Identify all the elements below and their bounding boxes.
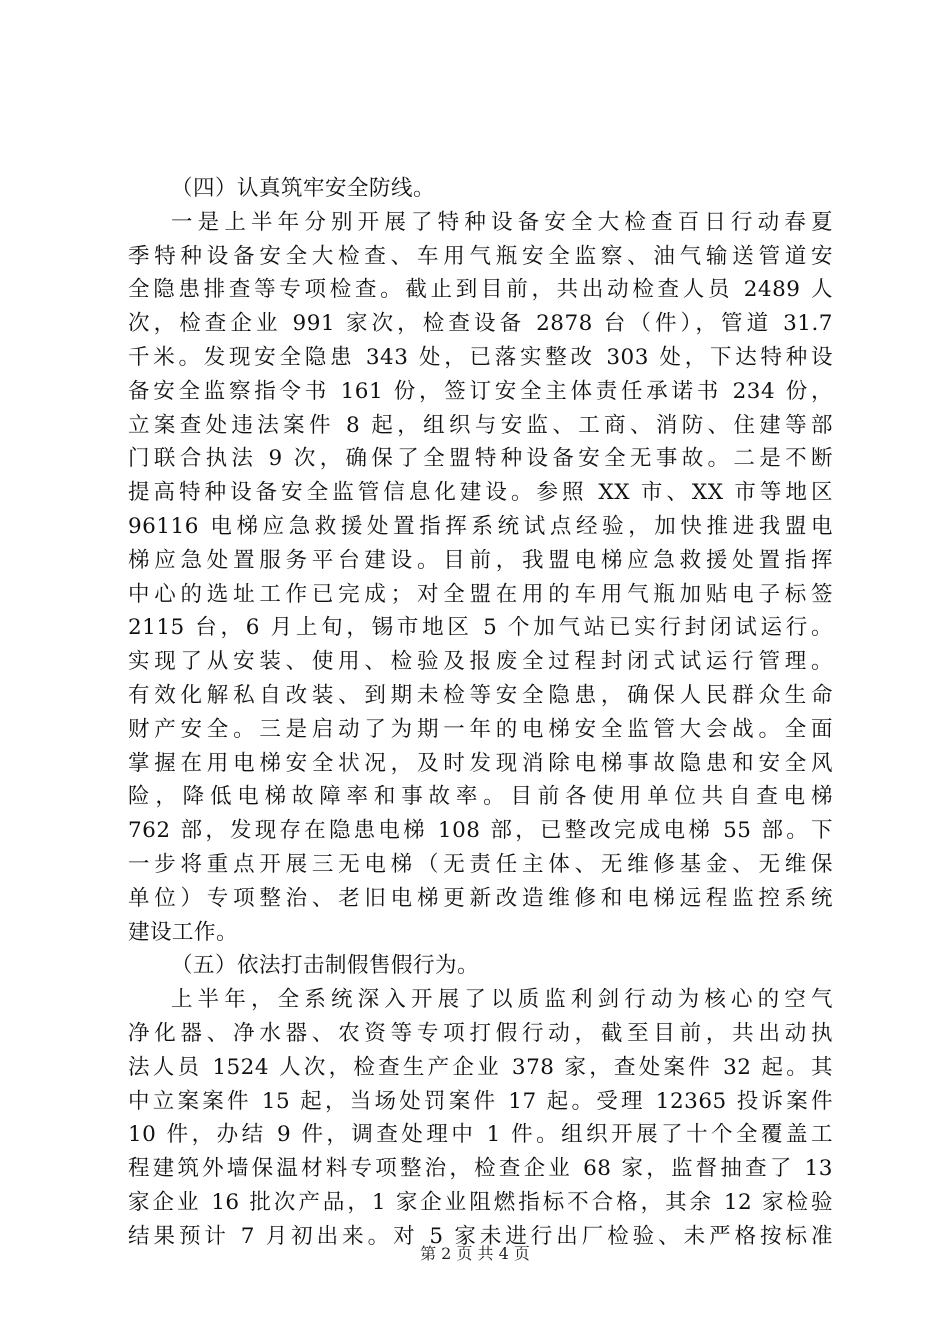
paragraph-line: 建设工作。: [128, 919, 239, 945]
paragraph-line: 门联合执法 9 次，确保了全盟特种设备安全无事故。二是不断: [128, 446, 833, 472]
page-footer: [0, 1244, 950, 1264]
paragraph-line: 提高特种设备安全监管信息化建设。参照 XX 市、XX 市等地区: [128, 480, 833, 506]
paragraph-line: 中心的选址工作已完成；对全盟在用的车用气瓶加贴电子标签: [128, 581, 833, 607]
paragraph-line: 762 部，发现存在隐患电梯 108 部，已整改完成电梯 55 部。下: [128, 818, 833, 844]
paragraph-line: 次，检查企业 991 家次，检查设备 2878 台（件），管道 31.7: [128, 311, 833, 337]
section-heading-4: （四）认真筑牢安全防线。: [171, 176, 436, 201]
paragraph-line: 一是上半年分别开展了特种设备安全大检查百日行动春夏: [171, 209, 833, 235]
paragraph-line: 立案查处违法案件 8 起，组织与安监、工商、消防、住建等部: [128, 412, 833, 438]
paragraph-line: 上半年，全系统深入开展了以质监利剑行动为核心的空气: [171, 987, 833, 1013]
document-body: [128, 172, 833, 1254]
paragraph-line: 备安全监察指令书 161 份，签订安全主体责任承诺书 234 份，: [128, 378, 833, 404]
paragraph-line: 掌握在用电梯安全状况，及时发现消除电梯事故隐患和安全风: [128, 750, 833, 776]
paragraph-line: 2115 台，6 月上旬，锡市地区 5 个加气站已实行封闭试运行。: [128, 615, 833, 641]
paragraph-line: 全隐患排查等专项检查。截止到目前，共出动检查人员 2489 人: [128, 277, 833, 303]
paragraph-line: 一步将重点开展三无电梯（无责任主体、无维修基金、无维保: [128, 851, 833, 877]
paragraph-line: 单位）专项整治、老旧电梯更新改造维修和电梯远程监控系统: [128, 885, 833, 911]
paragraph-line: 中立案案件 15 起，当场处罚案件 17 起。受理 12365 投诉案件: [128, 1088, 833, 1114]
paragraph-line: 家企业 16 批次产品，1 家企业阻燃指标不合格，其余 12 家检验: [128, 1189, 833, 1215]
paragraph-line: 财产安全。三是启动了为期一年的电梯安全监管大会战。全面: [128, 716, 833, 742]
paragraph-line: 净化器、净水器、农资等专项打假行动，截至目前，共出动执: [128, 1020, 833, 1046]
paragraph-line: 结果预计 7 月初出来。对 5 家未进行出厂检验、未严格按标准: [128, 1223, 833, 1249]
paragraph-line: 程建筑外墙保温材料专项整治，检查企业 68 家，监督抽查了 13: [128, 1156, 833, 1182]
paragraph-line: 有效化解私自改装、到期未检等安全隐患，确保人民群众生命: [128, 682, 833, 708]
paragraph-line: 实现了从安装、使用、检验及报废全过程封闭式试运行管理。: [128, 649, 833, 675]
paragraph-line: 10 件，办结 9 件，调查处理中 1 件。组织开展了十个全覆盖工: [128, 1122, 833, 1148]
section-heading-5: （五）依法打击制假售假行为。: [171, 953, 480, 979]
paragraph-line: 季特种设备安全大检查、车用气瓶安全监察、油气输送管道安: [128, 243, 833, 269]
paragraph-line: 梯应急处置服务平台建设。目前，我盟电梯应急救援处置指挥: [128, 547, 833, 573]
page-number-label: 第 2 页 共 4 页: [420, 1244, 530, 1263]
paragraph-line: 千米。发现安全隐患 343 处，已落实整改 303 处，下达特种设: [128, 344, 833, 370]
paragraph-line: 险，降低电梯故障率和事故率。目前各使用单位共自查电梯: [128, 784, 833, 810]
paragraph-line: 96116 电梯应急救援处置指挥系统试点经验，加快推进我盟电: [128, 513, 833, 539]
paragraph-line: 法人员 1524 人次，检查生产企业 378 家，查处案件 32 起。其: [128, 1054, 833, 1080]
